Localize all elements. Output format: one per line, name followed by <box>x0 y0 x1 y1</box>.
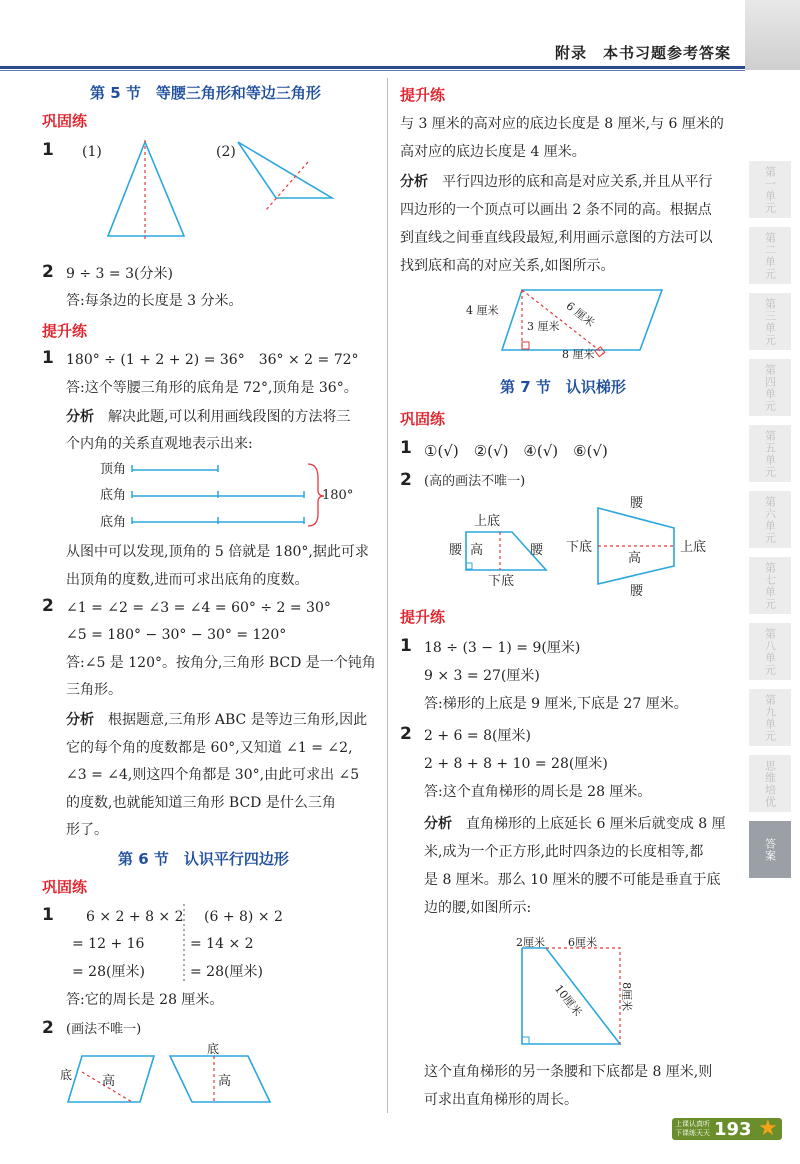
analysis-text: 平行四边形的底和高是对应关系,并且从平行 <box>428 174 713 190</box>
figure-label: 高 <box>628 551 642 566</box>
answer-line: ①(√) ②(√) ④(√) ⑥(√) <box>424 442 608 460</box>
segment-total-label: 180° <box>322 488 354 503</box>
tab-unit-3[interactable] <box>749 292 791 350</box>
question-number: 1 <box>400 438 412 458</box>
tab-label: 第一单元 <box>763 165 777 214</box>
analysis-line <box>66 409 350 426</box>
analysis-text: 直角梯形的上底延长 6 厘米后就变成 8 厘 <box>452 816 726 832</box>
analysis-line: 这个直角梯形的另一条腰和下底都是 8 厘米,则 <box>424 1064 713 1080</box>
analysis-line: 出顶角的度数,进而可求出底角的度数。 <box>66 572 309 588</box>
answer-line: ∠5 = 180° − 30° − 30° = 120° <box>66 627 287 643</box>
question-number: 1 <box>42 348 54 368</box>
answer-line: 答:这个直角梯形的周长是 28 厘米。 <box>424 784 652 800</box>
figure-label: 底 <box>207 1042 220 1056</box>
analysis-line: ∠3 = ∠4,则这四个角都是 30°,由此可求出 ∠5 <box>66 767 360 783</box>
header-bar <box>0 0 800 34</box>
answer-line: 答:梯形的上底是 9 厘米,下底是 27 厘米。 <box>424 696 688 712</box>
analysis-line <box>66 712 367 729</box>
figure-label: 底 <box>60 1068 73 1082</box>
calc-line: (6 + 8) × 2 <box>204 909 283 925</box>
tab-unit-6[interactable] <box>749 490 791 548</box>
analysis-label: 分析 <box>400 174 428 190</box>
tab-unit-4[interactable] <box>749 358 791 416</box>
page-footer <box>672 1116 800 1144</box>
analysis-line: 的度数,也就能知道三角形 BCD 是什么三角 <box>66 795 336 811</box>
segment-label-base: 底角 <box>100 515 127 530</box>
calc-line: = 28(厘米) <box>72 964 145 980</box>
tab-label: 第八单元 <box>763 627 777 676</box>
consolidate-heading: 巩固练 <box>400 410 446 428</box>
analysis-line <box>424 816 726 833</box>
figure-label: 高 <box>218 1074 232 1089</box>
figure-label: 高 <box>102 1074 116 1089</box>
line-segment-diagram <box>128 460 328 528</box>
figure-label: 下底 <box>566 540 593 555</box>
tab-unit-8[interactable] <box>749 622 791 680</box>
figure-label: 3 厘米 <box>527 320 560 333</box>
analysis-line <box>400 174 712 191</box>
figure-label: 腰 <box>449 543 463 558</box>
analysis-label: 分析 <box>424 816 452 832</box>
tab-unit-7[interactable] <box>749 556 791 614</box>
answer-line: 答:∠5 是 120°。按角分,三角形 BCD 是一个钝角 <box>66 655 376 671</box>
figure-label: 上底 <box>474 514 501 529</box>
answer-line: 答:它的周长是 28 厘米。 <box>66 992 224 1008</box>
figure-label: 8 厘米 <box>562 348 595 361</box>
question-number: 1 <box>400 636 412 656</box>
analysis-label: 分析 <box>66 409 94 425</box>
figure-label: 10厘米 <box>551 982 585 1019</box>
footer-slogan-1: 上课认真听 <box>675 1120 710 1128</box>
analysis-text: 根据题意,三角形 ABC 是等边三角形,因此 <box>94 712 368 728</box>
section-7-title: 第 7 节 认识梯形 <box>500 378 626 396</box>
answer-line: 9 ÷ 3 = 3(分米) <box>66 266 173 282</box>
segment-label-top: 顶角 <box>100 462 127 477</box>
tab-label: 第五单元 <box>763 429 777 478</box>
question-number: 2 <box>400 724 412 744</box>
answer-line: 18 ÷ (3 − 1) = 9(厘米) <box>424 640 581 656</box>
consolidate-heading: 巩固练 <box>42 112 88 130</box>
subquestion-label: (2) <box>216 144 236 160</box>
answer-line: ∠1 = ∠2 = ∠3 = ∠4 = 60° ÷ 2 = 30° <box>66 600 331 616</box>
analysis-line: 个内角的关系直观地表示出来: <box>66 436 253 452</box>
tab-label: 第七单元 <box>763 561 777 610</box>
header-rule-thin <box>0 70 745 71</box>
improve-heading: 提升练 <box>400 86 446 104</box>
analysis-line: 找到底和高的对应关系,如图所示。 <box>400 258 615 274</box>
footer-slogan-2: 下课练天天 <box>675 1129 710 1137</box>
tab-unit-1[interactable] <box>749 160 791 218</box>
answer-line: 答:这个等腰三角形的底角是 72°,顶角是 36°。 <box>66 380 358 396</box>
tab-answers[interactable] <box>749 820 791 878</box>
consolidate-heading: 巩固练 <box>42 878 88 896</box>
page-number: 193 <box>714 1119 752 1140</box>
rotated-trapezoid-figure <box>596 506 680 588</box>
header-decoration <box>745 0 800 70</box>
figure-label: 6厘米 <box>568 936 597 949</box>
answer-line: 答:每条边的长度是 3 分米。 <box>66 293 243 309</box>
column-divider <box>387 78 388 1113</box>
figure-label: 4 厘米 <box>466 304 499 317</box>
figure-label: 2厘米 <box>516 936 545 949</box>
analysis-text: 解决此题,可以利用画线段图的方法将三 <box>94 409 351 425</box>
footer-slogan <box>675 1120 710 1138</box>
obtuse-triangle-figure <box>236 140 346 210</box>
answer-line: 三角形。 <box>66 682 122 698</box>
analysis-line: 可求出直角梯形的周长。 <box>424 1092 578 1108</box>
calc-line: 6 × 2 + 8 × 2 <box>86 909 184 925</box>
note-text: (高的画法不唯一) <box>424 474 526 489</box>
question-number: 2 <box>400 470 412 490</box>
figure-label: 6 厘米 <box>563 299 598 330</box>
header-title: 附录 本书习题参考答案 <box>555 44 732 62</box>
tab-unit-9[interactable] <box>749 688 791 746</box>
answer-line: 180° ÷ (1 + 2 + 2) = 36° 36° × 2 = 72° <box>66 352 359 368</box>
subquestion-label: (1) <box>82 144 102 160</box>
improve-heading: 提升练 <box>42 322 88 340</box>
figure-label: 腰 <box>630 584 644 599</box>
figure-label: 腰 <box>530 543 544 558</box>
section-5-title: 第 5 节 等腰三角形和等边三角形 <box>90 84 321 102</box>
tab-label: 答案 <box>763 837 777 862</box>
header-rule <box>0 66 745 69</box>
question-number: 1 <box>42 140 54 160</box>
figure-label: 下底 <box>488 574 515 589</box>
answer-line: 与 3 厘米的高对应的底边长度是 8 厘米,与 6 厘米的 <box>400 116 724 132</box>
tab-label: 思维培优 <box>763 759 777 808</box>
tab-label: 第九单元 <box>763 693 777 742</box>
calc-line: = 14 × 2 <box>190 936 254 952</box>
note-text: (画法不唯一) <box>66 1022 142 1037</box>
figure-label: 8厘米 <box>620 982 634 1012</box>
analysis-line: 形了。 <box>66 822 108 838</box>
tab-unit-5[interactable] <box>749 424 791 482</box>
analysis-line: 它的每个角的度数都是 60°,又知道 ∠1 = ∠2, <box>66 740 353 756</box>
analysis-line: 从图中可以发现,顶角的 5 倍就是 180°,据此可求 <box>66 544 369 560</box>
analysis-line: 到直线之间垂直线段最短,利用画示意图的方法可以 <box>400 230 713 246</box>
question-number: 2 <box>42 1018 54 1038</box>
answer-line: 9 × 3 = 27(厘米) <box>424 668 540 684</box>
answer-line: 2 + 8 + 8 + 10 = 28(厘米) <box>424 756 608 772</box>
analysis-line: 边的腰,如图所示: <box>424 900 532 916</box>
section-6-title: 第 6 节 认识平行四边形 <box>118 850 289 868</box>
analysis-label: 分析 <box>66 712 94 728</box>
figure-label: 腰 <box>630 496 644 511</box>
star-icon: ★ <box>758 1116 778 1141</box>
question-number: 2 <box>42 596 54 616</box>
answer-line: 2 + 6 = 8(厘米) <box>424 728 531 744</box>
question-number: 1 <box>42 905 54 925</box>
tab-thinking[interactable] <box>749 754 791 812</box>
analysis-line: 米,成为一个正方形,此时四条边的长度相等,都 <box>424 844 704 860</box>
tab-label: 第二单元 <box>763 231 777 280</box>
segment-label-base: 底角 <box>100 488 127 503</box>
tab-label: 第四单元 <box>763 363 777 412</box>
tab-label: 第六单元 <box>763 495 777 544</box>
calc-divider <box>182 904 186 984</box>
figure-label: 高 <box>470 543 484 558</box>
improve-heading: 提升练 <box>400 608 446 626</box>
calc-line: = 12 + 16 <box>72 936 145 952</box>
analysis-line: 是 8 厘米。那么 10 厘米的腰不可能是垂直于底 <box>424 872 721 888</box>
calc-line: = 28(厘米) <box>190 964 263 980</box>
question-number: 2 <box>42 262 54 282</box>
figure-label: 上底 <box>680 540 707 555</box>
tab-unit-2[interactable] <box>749 226 791 284</box>
analysis-line: 四边形的一个顶点可以画出 2 条不同的高。根据点 <box>400 202 712 218</box>
isosceles-triangle-figure <box>100 140 200 240</box>
tab-label: 第三单元 <box>763 297 777 346</box>
answer-line: 高对应的底边长度是 4 厘米。 <box>400 144 586 160</box>
